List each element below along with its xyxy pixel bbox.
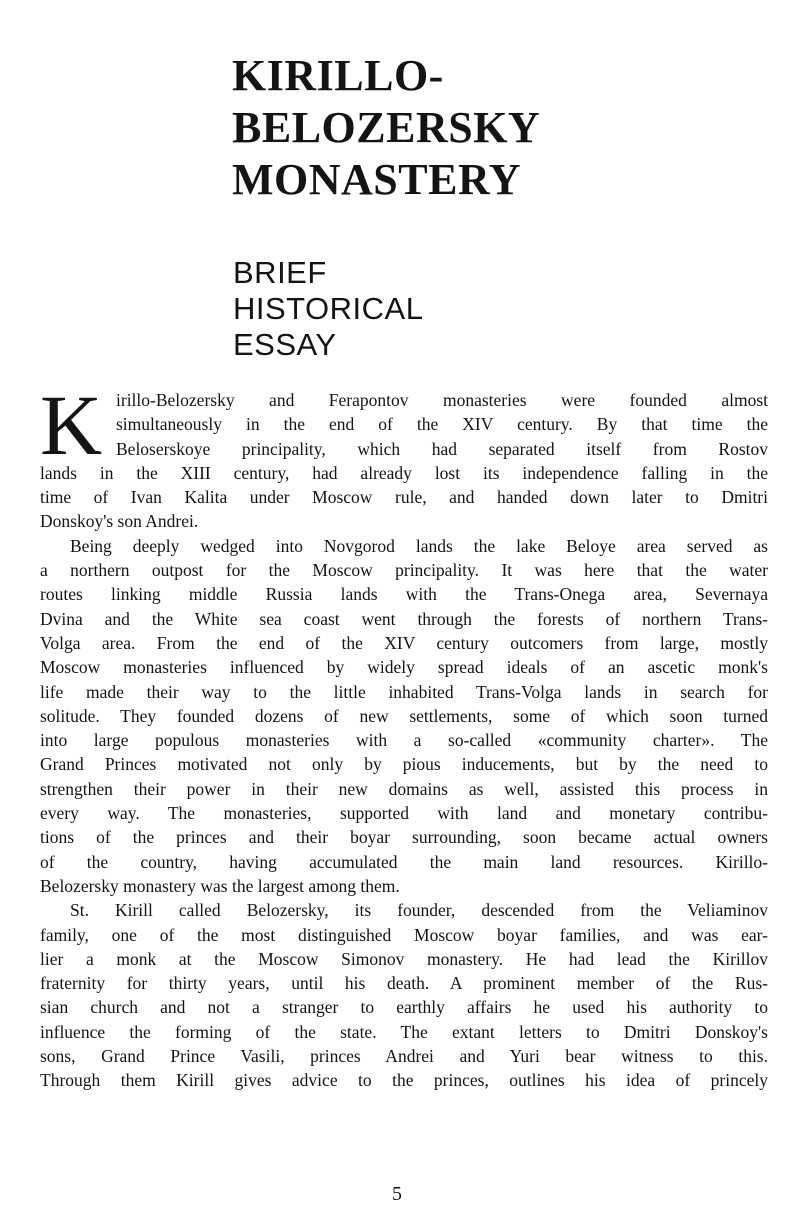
text-line: Through them Kirill gives advice to the princes, outlines his idea of princely	[40, 1070, 768, 1091]
title-line: KIRILLO-	[232, 51, 444, 100]
page-title	[232, 50, 752, 206]
paragraph-3	[40, 898, 768, 1092]
text-line: solitude. They founded dozens of new settlements, some of which soon turned	[40, 705, 768, 726]
page-number: 5	[392, 1183, 402, 1205]
subtitle-line: ESSAY	[233, 327, 337, 362]
text-line: into large populous monasteries with a so-called «community charter». The	[40, 730, 768, 751]
text-line: St. Kirill called Belozersky, its founder, descended from the Veliaminov	[70, 900, 768, 921]
page-subtitle	[233, 255, 633, 363]
title-line: BELOZERSKY	[232, 103, 541, 152]
text-line: a northern outpost for the Moscow principality. It was here that the water	[40, 560, 768, 581]
text-line: fraternity for thirty years, until his death. A prominent member of the Rus-	[40, 973, 768, 994]
text-line: Dvina and the White sea coast went through the forests of northern Trans-	[40, 608, 768, 629]
text-line: family, one of the most distinguished Moscow boyar families, and was ear-	[40, 924, 768, 945]
text-line: Volga area. From the end of the XIV century outcomers from large, mostly	[40, 632, 768, 653]
text-line: simultaneously in the end of the XIV century. By that time the	[116, 414, 768, 435]
text-line: sons, Grand Prince Vasili, princes Andrei and Yuri bear witness to this.	[40, 1046, 768, 1067]
drop-cap: K	[40, 377, 103, 473]
text-line: every way. The monasteries, supported with land and monetary contribu-	[40, 803, 768, 824]
text-line: influence the forming of the state. The extant letters to Dmitri Donskoy's	[40, 1021, 768, 1042]
text-line: Belozersky monastery was the largest among them.	[40, 875, 400, 896]
text-line: time of Ivan Kalita under Moscow rule, and handed down later to Dmitri	[40, 487, 768, 508]
paragraph-1	[40, 377, 768, 534]
paragraph-2	[40, 534, 768, 898]
text-line: tions of the princes and their boyar surrounding, soon became actual owners	[40, 827, 768, 848]
subtitle-line: HISTORICAL	[233, 291, 424, 326]
text-line: sian church and not a stranger to earthly affairs he used his authority to	[40, 997, 768, 1018]
text-line: lands in the XIII century, had already lost its independence falling in the	[40, 462, 768, 483]
text-line: Moscow monasteries influenced by widely spread ideals of an ascetic monk's	[40, 657, 768, 678]
text-line: irillo-Belozersky and Ferapontov monasteries were founded almost	[116, 390, 768, 410]
text-line: routes linking middle Russia lands with the Trans-Onega area, Severnaya	[40, 584, 768, 605]
text-line: lier a monk at the Moscow Simonov monastery. He had lead the Kirillov	[40, 948, 768, 969]
text-line: Donskoy's son Andrei.	[40, 511, 199, 532]
text-line: life made their way to the little inhabited Trans-Volga lands in search for	[40, 681, 768, 702]
subtitle-line: BRIEF	[233, 255, 327, 290]
text-line: strengthen their power in their new domains as well, assisted this process in	[40, 778, 768, 799]
text-line: Grand Princes motivated not only by pious inducements, but by the need to	[40, 754, 768, 775]
title-line: MONASTERY	[232, 155, 521, 204]
text-line: Beloserskoye principality, which had separated itself from Rostov	[116, 438, 768, 459]
essay-body	[40, 377, 768, 1093]
text-line: of the country, having accumulated the main land resources. Kirillo-	[40, 851, 768, 872]
text-line: Being deeply wedged into Novgorod lands the lake Beloye area served as	[70, 535, 768, 556]
